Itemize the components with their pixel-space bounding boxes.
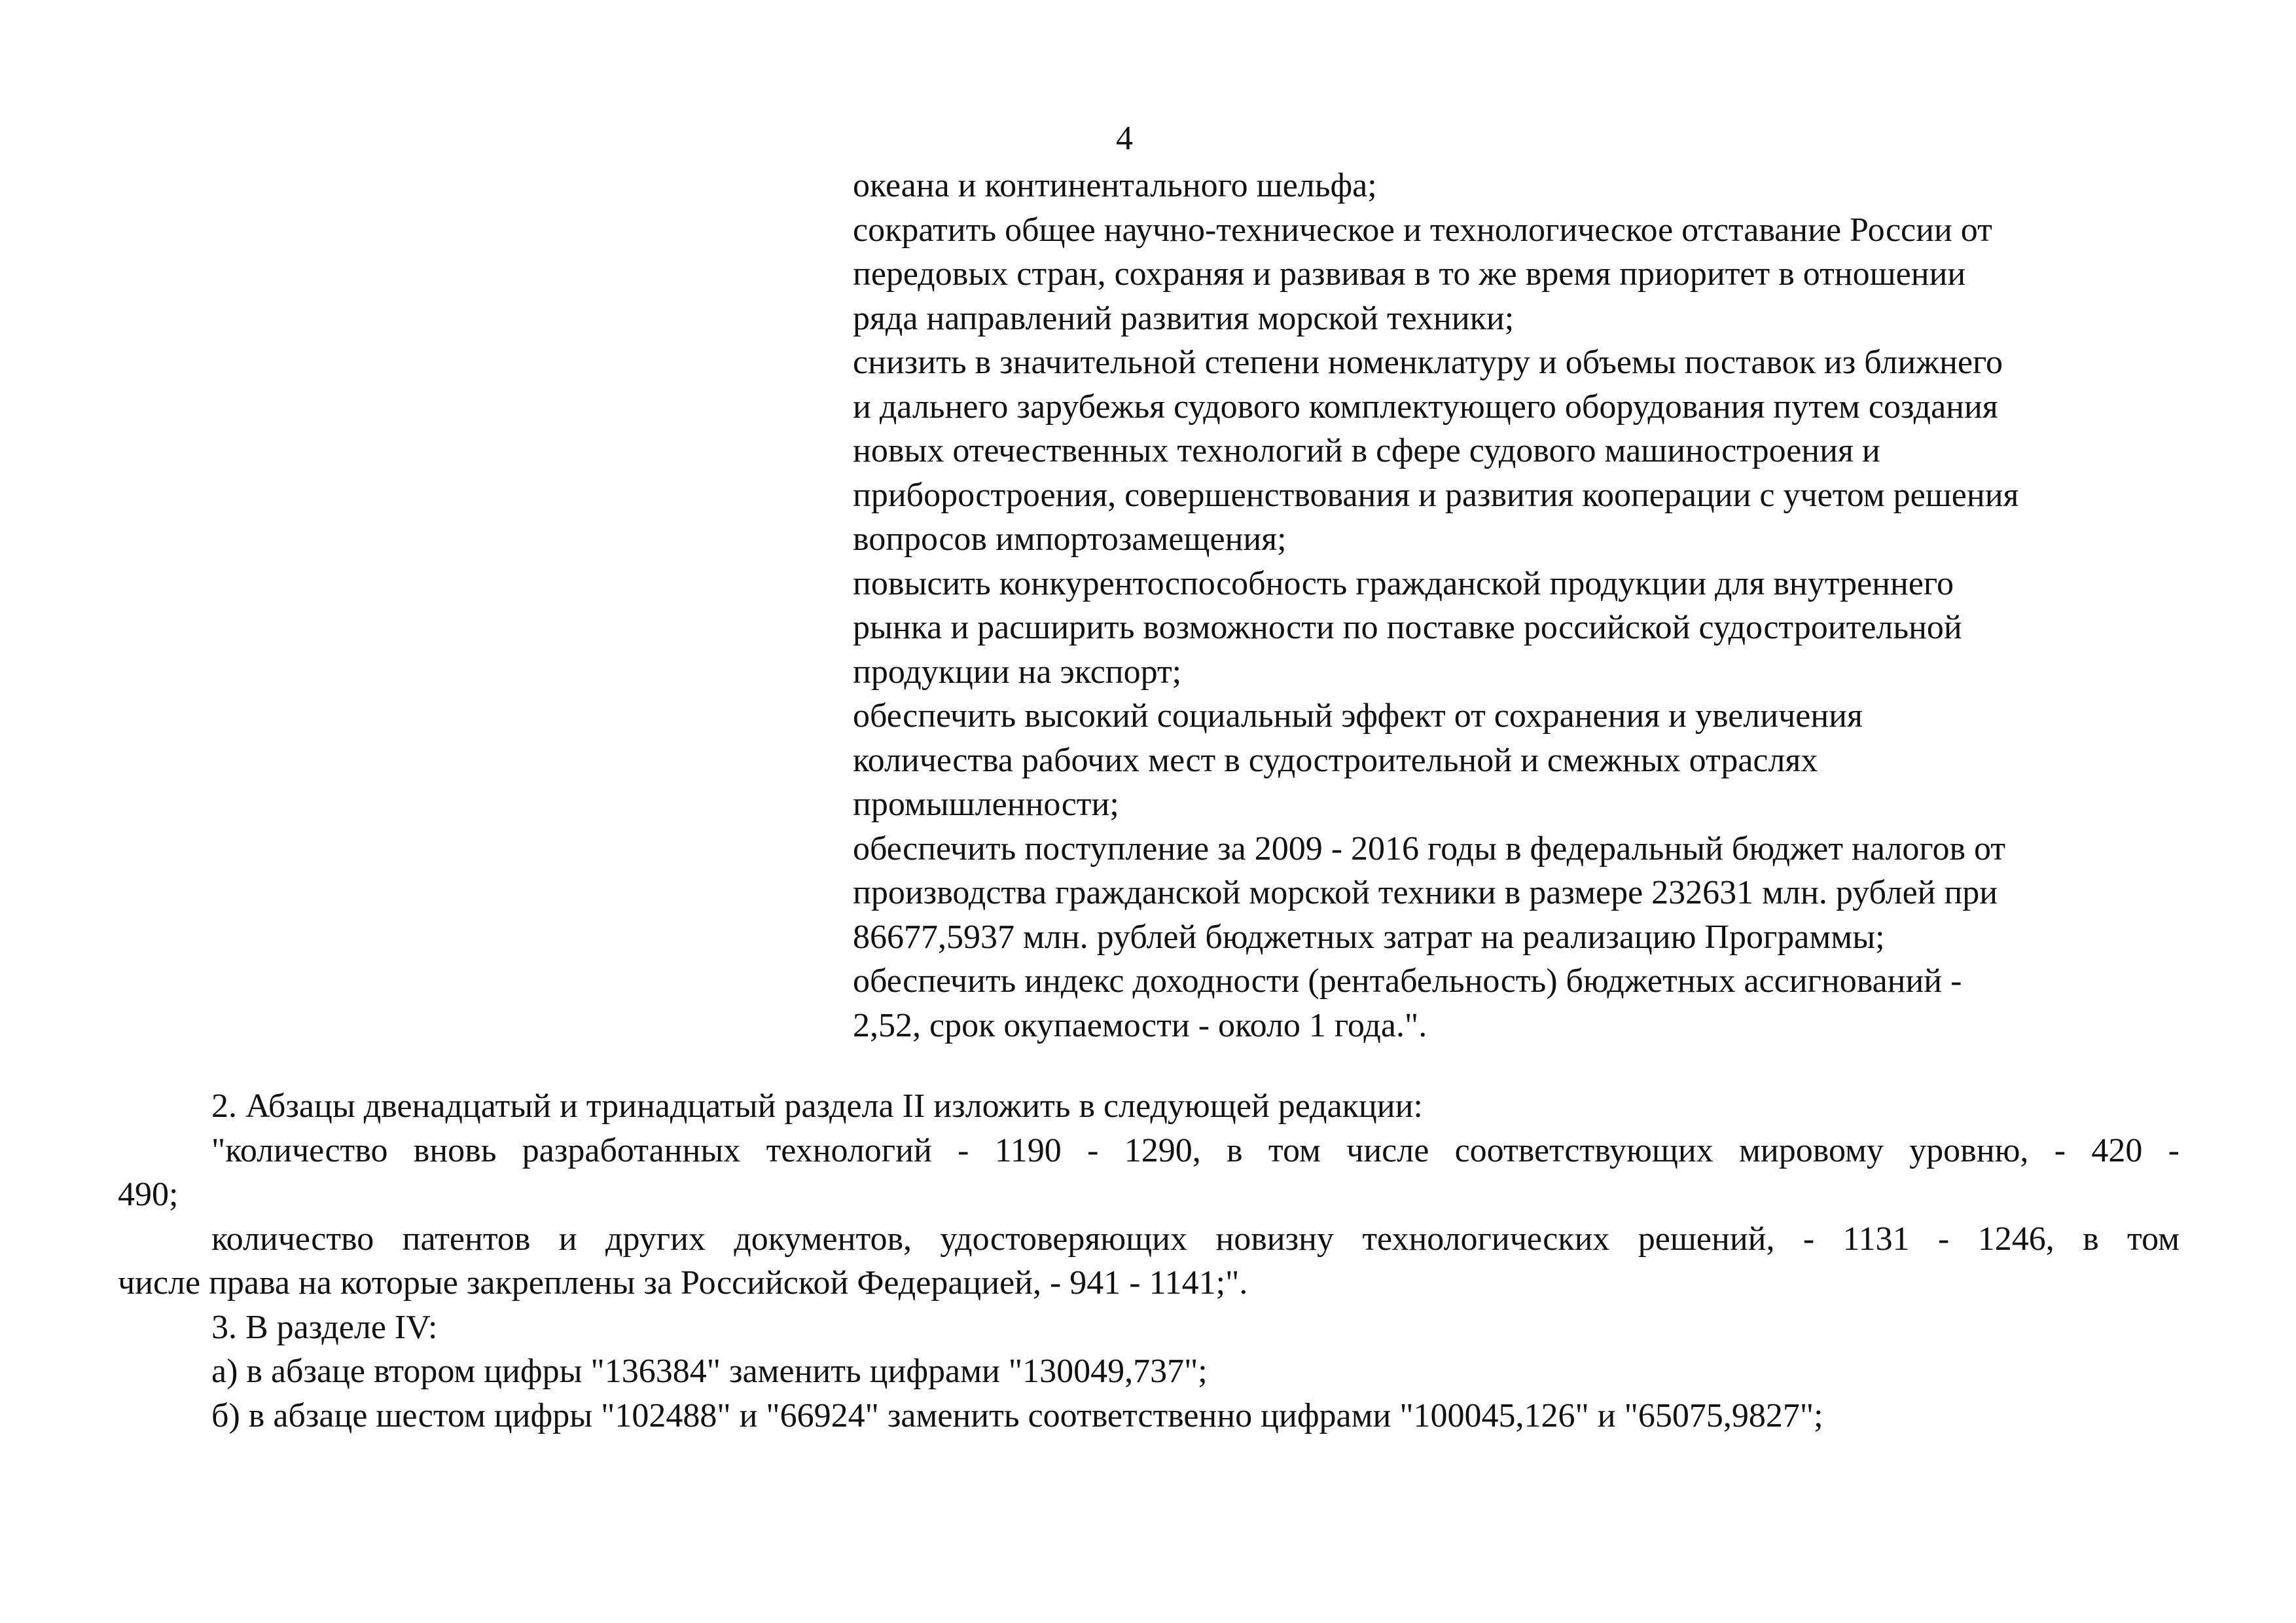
- subitem-a-text: а) в абзаце втором цифры "136384" заменить цифрами "130049,737";: [211, 1353, 1208, 1390]
- item-3-heading: [118, 1305, 2179, 1350]
- item-2-paragraph-technologies: [118, 1129, 2179, 1217]
- goals-line: промышленности;: [853, 786, 1119, 823]
- goals-line: и дальнего зарубежья судового комплектующего оборудования путем создания: [853, 388, 1998, 426]
- goals-line: 86677,5937 млн. рублей бюджетных затрат на реализацию Программы;: [853, 918, 1885, 956]
- paragraph-line: "количество вновь разработанных технологий - 1190 - 1290, в том числе соответствующих мировому уровню, - 420 -: [211, 1131, 2179, 1169]
- goals-line: рынка и расширить возможности по поставке российской судостроительной: [853, 609, 1962, 646]
- goals-list-block: [853, 164, 2214, 1048]
- subitem-b-text: б) в абзаце шестом цифры "102488" и "66924" заменить соответственно цифрами "100045,126" и "65075,9827";: [211, 1396, 1823, 1434]
- paragraph-line: количество патентов и других документов, удостоверяющих новизну технологических решений, - 1131 - 1246, в том: [211, 1220, 2179, 1258]
- goals-line: океана и континентального шельфа;: [853, 167, 1377, 204]
- goals-line: снизить в значительной степени номенклатуру и объемы поставок из ближнего: [853, 344, 2003, 381]
- goals-line: обеспечить индекс доходности (рентабельность) бюджетных ассигнований -: [853, 962, 1962, 1000]
- item-2-heading-text: 2. Абзацы двенадцатый и тринадцатый раздела II изложить в следующей редакции:: [211, 1087, 1423, 1125]
- goals-line: сократить общее научно-техническое и технологическое отставание России от: [853, 211, 1992, 249]
- paragraph-line: числе права на которые закреплены за Российской Федерацией, - 941 - 1141;".: [118, 1264, 1248, 1302]
- goals-line: продукции на экспорт;: [853, 653, 1182, 691]
- goals-line: передовых стран, сохраняя и развивая в то же время приоритет в отношении: [853, 255, 1966, 293]
- item-2-heading: [118, 1084, 2179, 1129]
- amendments-block: [118, 1084, 2179, 1438]
- item-3-heading-text: 3. В разделе IV:: [211, 1308, 438, 1346]
- goals-line: вопросов импортозамещения;: [853, 520, 1287, 558]
- goals-line: приборостроения, совершенствования и развития кооперации с учетом решения: [853, 476, 2019, 514]
- goals-line: новых отечественных технологий в сфере судового машиностроения и: [853, 432, 1880, 469]
- item-3-subitem-a: [118, 1349, 2179, 1394]
- paragraph-line: 490;: [118, 1176, 179, 1213]
- goals-line: обеспечить поступление за 2009 - 2016 годы в федеральный бюджет налогов от: [853, 830, 2006, 867]
- goals-line: производства гражданской морской техники в размере 232631 млн. рублей при: [853, 874, 1998, 911]
- goals-line: обеспечить высокий социальный эффект от сохранения и увеличения: [853, 697, 1863, 735]
- page-number: 4: [1116, 120, 1133, 157]
- goals-line: повысить конкурентоспособность гражданской продукции для внутреннего: [853, 564, 1954, 602]
- goals-line: 2,52, срок окупаемости - около 1 года.".: [853, 1006, 1427, 1044]
- item-3-subitem-b: [118, 1394, 2179, 1438]
- goals-line: количества рабочих мест в судостроительной и смежных отраслях: [853, 741, 1818, 779]
- item-2-paragraph-patents: [118, 1217, 2179, 1305]
- goals-line: ряда направлений развития морской техники;: [853, 299, 1515, 337]
